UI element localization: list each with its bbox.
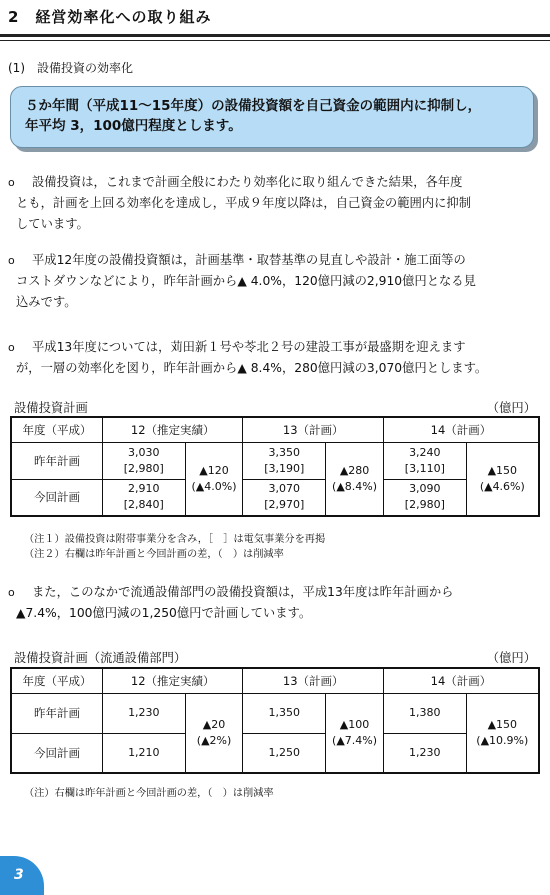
table-header-row bbox=[11, 668, 539, 693]
bullet-icon: o bbox=[8, 586, 15, 599]
table-cell: 1,380 bbox=[383, 693, 466, 733]
section-heading: 2 経営効率化への取り組み bbox=[8, 8, 212, 26]
table-cell: 2,910 [2,840] bbox=[102, 479, 185, 516]
table-cell: 1,210 bbox=[103, 733, 186, 773]
table-cell: 3,090 [2,980] bbox=[384, 479, 467, 516]
capex-table bbox=[10, 416, 540, 517]
sub-heading: (1) 設備投資の効率化 bbox=[8, 61, 133, 75]
diff-cell: ▲20 (▲2%) bbox=[185, 693, 243, 773]
paragraph-line: ▲7.4%，100億円減の1,250億円で計画しています。 bbox=[16, 606, 312, 620]
table-header-cell: 12（推定実績） bbox=[102, 417, 243, 442]
table-cell: 1,230 bbox=[103, 693, 186, 733]
table-cell: 3,240 [3,110] bbox=[384, 442, 467, 479]
table-header-cell: 14（計画） bbox=[384, 417, 540, 442]
paragraph-line: 設備投資は，これまで計画全般にわたり効率化に取り組んできた結果，各年度 bbox=[32, 175, 463, 189]
table-header-cell: 14（計画） bbox=[383, 668, 539, 693]
table1-note: （注２）右欄は昨年計画と今回計画の差，（ ）は削減率 bbox=[24, 549, 284, 560]
paragraph-line: 込みです。 bbox=[16, 295, 77, 309]
table-cell: 1,230 bbox=[383, 733, 466, 773]
paragraph-line: また，このなかで流通設備部門の設備投資額は，平成13年度は昨年計画から bbox=[32, 585, 454, 599]
paragraph-line: 平成13年度については，苅田新１号や苓北２号の建設工事が最盛期を迎えます bbox=[32, 340, 466, 354]
table1-unit: （億円） bbox=[486, 401, 536, 415]
row-label: 昨年計画 bbox=[11, 442, 102, 479]
paragraph-3 bbox=[8, 337, 544, 379]
paragraph-line: コストダウンなどにより，昨年計画から▲ 4.0%，120億円減の2,910億円となる見 bbox=[16, 274, 476, 288]
highlight-box bbox=[10, 86, 534, 148]
table-header-cell: 13（計画） bbox=[243, 668, 384, 693]
diff-cell: ▲100 (▲7.4%) bbox=[326, 693, 384, 773]
table-row bbox=[11, 479, 539, 516]
heading-rule-thick bbox=[0, 34, 550, 37]
bullet-icon: o bbox=[8, 341, 15, 354]
table-header-cell: 年度（平成） bbox=[11, 668, 103, 693]
page-number: 3 bbox=[14, 867, 24, 883]
page-badge bbox=[0, 856, 44, 895]
paragraph-line: 平成12年度の設備投資額は，計画基準・取替基準の見直しや設計・施工面等の bbox=[32, 253, 466, 267]
diff-cell: ▲150 (▲10.9%) bbox=[466, 693, 539, 773]
table2-note: （注）右欄は昨年計画と今回計画の差，（ ）は削減率 bbox=[24, 788, 274, 799]
highlight-line: 年平均 3，100億円程度とします。 bbox=[25, 118, 242, 134]
table-cell: 3,070 [2,970] bbox=[243, 479, 326, 516]
table-row bbox=[11, 733, 539, 773]
table-header-row bbox=[11, 417, 539, 442]
table-row bbox=[11, 442, 539, 479]
bullet-icon: o bbox=[8, 176, 15, 189]
table-header-cell: 年度（平成） bbox=[11, 417, 102, 442]
table2-unit: （億円） bbox=[486, 651, 536, 665]
highlight-line: ５か年間（平成11～15年度）の設備投資額を自己資金の範囲内に抑制し， bbox=[25, 98, 482, 114]
table-header-cell: 12（推定実績） bbox=[103, 668, 243, 693]
table-cell: 3,350 [3,190] bbox=[243, 442, 326, 479]
table-header-cell: 13（計画） bbox=[243, 417, 384, 442]
paragraph-line: が，一層の効率化を図り，昨年計画から▲ 8.4%，280億円減の3,070億円とします。 bbox=[16, 361, 488, 375]
table2-title: 設備投資計画（流通設備部門） bbox=[14, 651, 187, 665]
paragraph-line: しています。 bbox=[16, 217, 89, 231]
paragraph-2 bbox=[8, 250, 544, 313]
row-label: 今回計画 bbox=[11, 733, 103, 773]
highlight-text bbox=[25, 96, 525, 136]
table1-title: 設備投資計画 bbox=[14, 401, 88, 415]
table1-note: （注１）設備投資は附帯事業分を含み，［ ］は電気事業分を再掲 bbox=[24, 534, 326, 545]
table-row bbox=[11, 693, 539, 733]
paragraph-4 bbox=[8, 582, 544, 624]
table-cell: 1,250 bbox=[243, 733, 326, 773]
paragraph-1 bbox=[8, 172, 544, 235]
row-label: 今回計画 bbox=[11, 479, 102, 516]
diff-cell: ▲280 (▲8.4%) bbox=[326, 442, 384, 516]
diff-cell: ▲150 (▲4.6%) bbox=[466, 442, 539, 516]
bullet-icon: o bbox=[8, 254, 15, 267]
table-cell: 3,030 [2,980] bbox=[102, 442, 185, 479]
row-label: 昨年計画 bbox=[11, 693, 103, 733]
table-cell: 1,350 bbox=[243, 693, 326, 733]
distribution-capex-table bbox=[10, 667, 540, 774]
paragraph-line: とも，計画を上回る効率化を達成し，平成９年度以降は，自己資金の範囲内に抑制 bbox=[16, 196, 471, 210]
heading-rule-thin bbox=[0, 40, 550, 41]
diff-cell: ▲120 (▲4.0%) bbox=[185, 442, 243, 516]
